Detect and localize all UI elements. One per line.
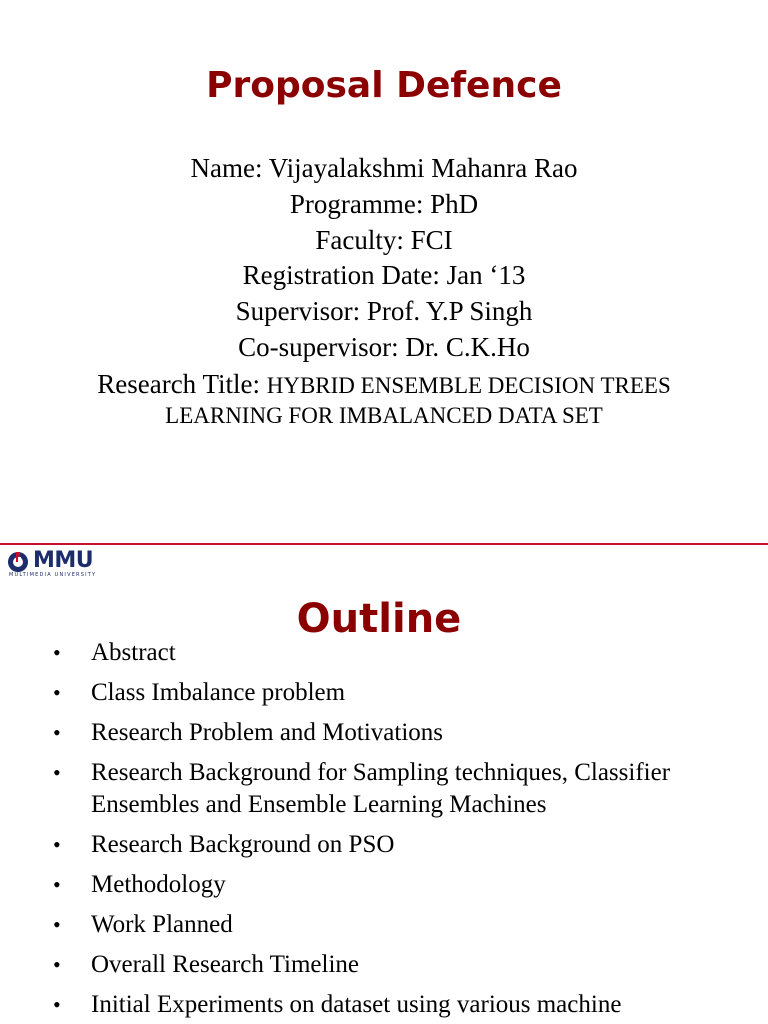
research-title-value-1: HYBRID ENSEMBLE DECISION TREES	[266, 373, 671, 398]
logo-subtext: MULTIMEDIA UNIVERSITY	[9, 572, 97, 578]
outline-title: Outline	[296, 596, 462, 642]
outline-item	[0, 989, 768, 1021]
faculty: Faculty: FCI	[315, 224, 453, 255]
bullet-icon: •	[53, 912, 61, 937]
bullet-icon: •	[53, 952, 61, 977]
research-title	[40, 368, 728, 432]
slide-divider	[0, 543, 768, 545]
outline-item-text: Work Planned	[91, 911, 233, 938]
outline-item-text: Research Background for Sampling techniques, Classifier Ensembles and Ensemble Learning Machines	[91, 759, 671, 818]
outline-item	[0, 909, 768, 941]
programme: Programme: PhD	[289, 188, 479, 219]
bullet-icon: •	[53, 832, 61, 857]
bullet-icon: •	[53, 992, 61, 1017]
logo-text: MMU	[33, 548, 94, 573]
slide-title: Proposal Defence	[206, 65, 562, 106]
outline-item	[0, 677, 768, 709]
outline-list	[0, 637, 768, 1024]
research-title-label: Research Title:	[97, 369, 267, 399]
research-title-value-2: LEARNING FOR IMBALANCED DATA SET	[165, 403, 603, 428]
candidate-name: Name: Vijayalakshmi Mahanra Rao	[190, 153, 578, 183]
outline-item-text: Research Problem and Motivations	[91, 719, 444, 746]
outline-item-text: Abstract	[91, 639, 176, 666]
bullet-icon: •	[53, 872, 61, 897]
supervisor: Supervisor: Prof. Y.P Singh	[235, 296, 533, 327]
outline-item	[0, 637, 768, 669]
outline-item-text: Overall Research Timeline	[91, 951, 359, 978]
bullet-icon: •	[53, 720, 61, 745]
outline-item	[0, 829, 768, 861]
mmu-logo	[7, 549, 102, 579]
mmu-logo-mark-icon	[7, 551, 31, 573]
bullet-icon: •	[53, 760, 61, 785]
outline-item-text: Class Imbalance problem	[91, 679, 346, 706]
outline-item-text: Methodology	[91, 871, 226, 898]
outline-item-text: Initial Experiments on dataset using various machine	[91, 991, 622, 1018]
bullet-icon: •	[53, 640, 61, 665]
outline-item-text: Research Background on PSO	[91, 831, 395, 858]
co-supervisor: Co-supervisor: Dr. C.K.Ho	[238, 331, 530, 362]
candidate-info	[0, 151, 768, 366]
outline-item	[0, 757, 768, 821]
outline-item	[0, 869, 768, 901]
outline-item	[0, 717, 768, 749]
registration-date: Registration Date: Jan ‘13	[242, 260, 526, 291]
outline-item	[0, 949, 768, 981]
research-title-line-1	[40, 368, 728, 400]
bullet-icon: •	[53, 680, 61, 705]
